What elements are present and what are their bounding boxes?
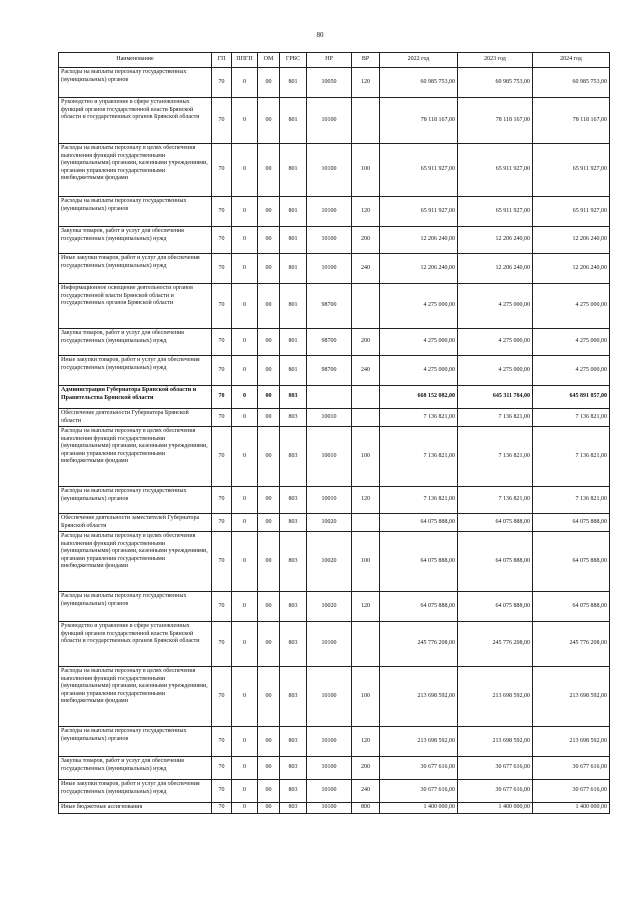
cell-name: Расходы на выплаты персоналу государственных (муниципальных) органов	[59, 68, 212, 98]
cell-grbs: 803	[280, 592, 307, 622]
column-header: ППГП	[232, 53, 258, 68]
cell-name: Расходы на выплаты персоналу в целях обеспечения выполнения функций государственными (муниципальными) органами, казенными учреждениями, органами управления государственными внебюджетными фондами	[59, 667, 212, 727]
cell-2024: 4 275 000,00	[533, 329, 610, 356]
cell-ppgp: 0	[232, 780, 258, 803]
cell-2024: 30 677 616,00	[533, 780, 610, 803]
cell-gp: 70	[212, 284, 232, 329]
cell-name: Расходы на выплаты персоналу государственных (муниципальных) органов	[59, 727, 212, 757]
cell-ppgp: 0	[232, 329, 258, 356]
cell-2023: 12 206 240,00	[458, 254, 533, 284]
cell-grbs: 803	[280, 427, 307, 487]
cell-2022: 7 136 821,00	[380, 409, 458, 427]
cell-name: Руководство и управление в сфере установленных функций органов государственной власти Брянской области и государственных органов Брянской области	[59, 98, 212, 144]
cell-2022: 4 275 000,00	[380, 329, 458, 356]
cell-om: 00	[258, 197, 280, 227]
cell-2023: 30 677 616,00	[458, 780, 533, 803]
cell-2022: 1 400 000,00	[380, 803, 458, 814]
table-row	[59, 592, 610, 622]
cell-nr: 10010	[307, 427, 352, 487]
cell-2022: 213 698 592,00	[380, 667, 458, 727]
cell-2022: 213 698 592,00	[380, 727, 458, 757]
cell-om: 00	[258, 329, 280, 356]
cell-ppgp: 0	[232, 803, 258, 814]
cell-name: Иные закупки товаров, работ и услуг для обеспечения государственных (муниципальных) нужд	[59, 254, 212, 284]
table-row	[59, 427, 610, 487]
cell-vr: 240	[352, 780, 380, 803]
cell-gp: 70	[212, 667, 232, 727]
cell-om: 00	[258, 68, 280, 98]
cell-2024: 12 206 240,00	[533, 227, 610, 254]
cell-2023: 64 075 888,00	[458, 592, 533, 622]
cell-nr	[307, 386, 352, 409]
cell-nr: 10100	[307, 622, 352, 667]
cell-2023: 78 118 167,00	[458, 98, 533, 144]
cell-gp: 70	[212, 622, 232, 667]
table-row	[59, 98, 610, 144]
cell-2022: 65 911 927,00	[380, 197, 458, 227]
cell-gp: 70	[212, 68, 232, 98]
table-row	[59, 68, 610, 98]
cell-om: 00	[258, 409, 280, 427]
cell-gp: 70	[212, 98, 232, 144]
cell-name: Закупка товаров, работ и услуг для обеспечения государственных (муниципальных) нужд	[59, 227, 212, 254]
column-header: ОМ	[258, 53, 280, 68]
cell-grbs: 803	[280, 514, 307, 532]
cell-2024: 65 911 927,00	[533, 197, 610, 227]
cell-2024: 4 275 000,00	[533, 356, 610, 386]
cell-vr	[352, 514, 380, 532]
column-header: ВР	[352, 53, 380, 68]
cell-ppgp: 0	[232, 227, 258, 254]
cell-grbs: 803	[280, 622, 307, 667]
cell-vr: 100	[352, 532, 380, 592]
cell-2022: 64 075 888,00	[380, 592, 458, 622]
cell-2024: 64 075 888,00	[533, 592, 610, 622]
cell-2022: 30 677 616,00	[380, 757, 458, 780]
cell-name: Иные закупки товаров, работ и услуг для обеспечения государственных (муниципальных) нужд	[59, 780, 212, 803]
cell-vr	[352, 622, 380, 667]
cell-2023: 30 677 616,00	[458, 757, 533, 780]
cell-2022: 12 206 240,00	[380, 227, 458, 254]
cell-vr: 240	[352, 254, 380, 284]
cell-vr: 800	[352, 803, 380, 814]
cell-ppgp: 0	[232, 254, 258, 284]
cell-ppgp: 0	[232, 68, 258, 98]
cell-ppgp: 0	[232, 487, 258, 514]
cell-nr: 10100	[307, 98, 352, 144]
cell-ppgp: 0	[232, 356, 258, 386]
cell-2024: 30 677 616,00	[533, 757, 610, 780]
cell-2023: 1 400 000,00	[458, 803, 533, 814]
cell-2024: 245 776 208,00	[533, 622, 610, 667]
table-row	[59, 329, 610, 356]
table-row	[59, 803, 610, 814]
cell-nr: 10100	[307, 667, 352, 727]
column-header: 2023 год	[458, 53, 533, 68]
cell-gp: 70	[212, 386, 232, 409]
cell-gp: 70	[212, 427, 232, 487]
cell-gp: 70	[212, 514, 232, 532]
cell-2023: 60 985 753,00	[458, 68, 533, 98]
cell-nr: 10020	[307, 532, 352, 592]
cell-2024: 60 985 753,00	[533, 68, 610, 98]
cell-om: 00	[258, 227, 280, 254]
cell-gp: 70	[212, 356, 232, 386]
cell-2024: 7 136 821,00	[533, 409, 610, 427]
cell-vr: 100	[352, 667, 380, 727]
column-header: 2022 год	[380, 53, 458, 68]
table-row	[59, 356, 610, 386]
cell-2023: 64 075 888,00	[458, 532, 533, 592]
cell-2023: 7 136 821,00	[458, 409, 533, 427]
cell-nr: 98700	[307, 356, 352, 386]
cell-gp: 70	[212, 780, 232, 803]
cell-2024: 65 911 927,00	[533, 144, 610, 197]
cell-gp: 70	[212, 803, 232, 814]
cell-2022: 64 075 888,00	[380, 532, 458, 592]
cell-ppgp: 0	[232, 757, 258, 780]
cell-grbs: 801	[280, 68, 307, 98]
cell-vr	[352, 409, 380, 427]
cell-om: 00	[258, 592, 280, 622]
cell-ppgp: 0	[232, 386, 258, 409]
cell-2024: 213 698 592,00	[533, 727, 610, 757]
cell-gp: 70	[212, 592, 232, 622]
cell-om: 00	[258, 757, 280, 780]
cell-vr: 120	[352, 197, 380, 227]
cell-nr: 10100	[307, 197, 352, 227]
cell-grbs: 801	[280, 284, 307, 329]
cell-nr: 10020	[307, 514, 352, 532]
cell-grbs: 803	[280, 803, 307, 814]
cell-vr: 200	[352, 329, 380, 356]
cell-grbs: 801	[280, 254, 307, 284]
cell-2023: 4 275 000,00	[458, 329, 533, 356]
cell-2023: 7 136 821,00	[458, 487, 533, 514]
cell-2022: 4 275 000,00	[380, 284, 458, 329]
table-row	[59, 227, 610, 254]
cell-2024: 78 118 167,00	[533, 98, 610, 144]
cell-name: Информационное освещение деятельности органов государственной власти Брянской области и государственных органов Брянской области	[59, 284, 212, 329]
cell-vr: 100	[352, 144, 380, 197]
cell-2023: 4 275 000,00	[458, 284, 533, 329]
table-row	[59, 409, 610, 427]
cell-2022: 12 206 240,00	[380, 254, 458, 284]
cell-vr	[352, 284, 380, 329]
cell-om: 00	[258, 803, 280, 814]
cell-2023: 4 275 000,00	[458, 356, 533, 386]
cell-gp: 70	[212, 409, 232, 427]
cell-2023: 245 776 208,00	[458, 622, 533, 667]
table-row	[59, 144, 610, 197]
cell-vr: 100	[352, 427, 380, 487]
cell-gp: 70	[212, 197, 232, 227]
cell-2024: 12 206 240,00	[533, 254, 610, 284]
cell-ppgp: 0	[232, 514, 258, 532]
cell-2023: 64 075 888,00	[458, 514, 533, 532]
cell-ppgp: 0	[232, 98, 258, 144]
cell-grbs: 803	[280, 409, 307, 427]
cell-name: Расходы на выплаты персоналу в целях обеспечения выполнения функций государственными (муниципальными) органами, казенными учреждениями, органами управления государственными внебюджетными фондами	[59, 427, 212, 487]
cell-grbs: 803	[280, 780, 307, 803]
cell-om: 00	[258, 622, 280, 667]
cell-2022: 30 677 616,00	[380, 780, 458, 803]
table-row	[59, 197, 610, 227]
cell-gp: 70	[212, 144, 232, 197]
cell-name: Расходы на выплаты персоналу государственных (муниципальных) органов	[59, 487, 212, 514]
cell-om: 00	[258, 487, 280, 514]
cell-2022: 4 275 000,00	[380, 356, 458, 386]
cell-ppgp: 0	[232, 727, 258, 757]
cell-gp: 70	[212, 227, 232, 254]
cell-nr: 10100	[307, 780, 352, 803]
cell-nr: 10100	[307, 227, 352, 254]
cell-grbs: 801	[280, 197, 307, 227]
cell-ppgp: 0	[232, 667, 258, 727]
cell-2024: 213 698 592,00	[533, 667, 610, 727]
table-row	[59, 727, 610, 757]
cell-2024: 1 400 000,00	[533, 803, 610, 814]
cell-2022: 245 776 208,00	[380, 622, 458, 667]
cell-2023: 12 206 240,00	[458, 227, 533, 254]
cell-nr: 10100	[307, 803, 352, 814]
cell-om: 00	[258, 727, 280, 757]
cell-2022: 64 075 888,00	[380, 514, 458, 532]
cell-grbs: 801	[280, 144, 307, 197]
cell-name: Иные закупки товаров, работ и услуг для обеспечения государственных (муниципальных) нужд	[59, 356, 212, 386]
cell-grbs: 801	[280, 356, 307, 386]
cell-ppgp: 0	[232, 284, 258, 329]
cell-ppgp: 0	[232, 197, 258, 227]
cell-nr: 10010	[307, 487, 352, 514]
cell-ppgp: 0	[232, 144, 258, 197]
cell-grbs: 803	[280, 667, 307, 727]
cell-om: 00	[258, 667, 280, 727]
cell-2024: 7 136 821,00	[533, 427, 610, 487]
cell-name: Обеспечение деятельности заместителей Губернатора Брянской области	[59, 514, 212, 532]
cell-name: Иные бюджетные ассигнования	[59, 803, 212, 814]
cell-nr: 10100	[307, 254, 352, 284]
cell-grbs: 801	[280, 329, 307, 356]
table-row	[59, 622, 610, 667]
cell-vr	[352, 386, 380, 409]
cell-2023: 65 911 927,00	[458, 144, 533, 197]
cell-nr: 10050	[307, 68, 352, 98]
table-row	[59, 284, 610, 329]
table-row	[59, 757, 610, 780]
cell-2024: 64 075 888,00	[533, 532, 610, 592]
cell-2022: 78 118 167,00	[380, 98, 458, 144]
cell-grbs: 803	[280, 487, 307, 514]
cell-om: 00	[258, 254, 280, 284]
column-header: 2024 год	[533, 53, 610, 68]
cell-2023: 213 698 592,00	[458, 667, 533, 727]
cell-name: Закупка товаров, работ и услуг для обеспечения государственных (муниципальных) нужд	[59, 757, 212, 780]
cell-vr: 200	[352, 757, 380, 780]
table-body	[59, 68, 610, 814]
cell-om: 00	[258, 98, 280, 144]
table-header-row	[59, 53, 610, 68]
cell-ppgp: 0	[232, 592, 258, 622]
cell-ppgp: 0	[232, 409, 258, 427]
table-row	[59, 254, 610, 284]
table-row	[59, 780, 610, 803]
cell-grbs: 801	[280, 98, 307, 144]
cell-gp: 70	[212, 329, 232, 356]
cell-om: 00	[258, 386, 280, 409]
cell-gp: 70	[212, 487, 232, 514]
cell-nr: 98700	[307, 284, 352, 329]
cell-2024: 64 075 888,00	[533, 514, 610, 532]
cell-om: 00	[258, 532, 280, 592]
cell-name: Расходы на выплаты персоналу государственных (муниципальных) органов	[59, 592, 212, 622]
cell-name: Расходы на выплаты персоналу в целях обеспечения выполнения функций государственными (муниципальными) органами, казенными учреждениями, органами управления государственными внебюджетными фондами	[59, 144, 212, 197]
cell-gp: 70	[212, 757, 232, 780]
cell-name: Администрация Губернатора Брянской области и Правительства Брянской области	[59, 386, 212, 409]
table-row	[59, 514, 610, 532]
cell-vr: 200	[352, 227, 380, 254]
cell-om: 00	[258, 144, 280, 197]
cell-gp: 70	[212, 254, 232, 284]
column-header: ГП	[212, 53, 232, 68]
cell-vr: 240	[352, 356, 380, 386]
cell-2022: 7 136 821,00	[380, 427, 458, 487]
cell-ppgp: 0	[232, 532, 258, 592]
cell-2023: 213 698 592,00	[458, 727, 533, 757]
budget-table	[58, 52, 610, 814]
cell-om: 00	[258, 514, 280, 532]
table-row	[59, 386, 610, 409]
cell-om: 00	[258, 356, 280, 386]
cell-2023: 7 136 821,00	[458, 427, 533, 487]
cell-grbs: 803	[280, 757, 307, 780]
cell-name: Обеспечение деятельности Губернатора Брянской области	[59, 409, 212, 427]
cell-nr: 10100	[307, 757, 352, 780]
cell-2022: 668 152 082,00	[380, 386, 458, 409]
cell-vr: 120	[352, 727, 380, 757]
cell-ppgp: 0	[232, 622, 258, 667]
cell-gp: 70	[212, 727, 232, 757]
cell-vr: 120	[352, 68, 380, 98]
cell-vr	[352, 98, 380, 144]
cell-grbs: 803	[280, 727, 307, 757]
cell-nr: 10100	[307, 727, 352, 757]
cell-2024: 4 275 000,00	[533, 284, 610, 329]
cell-gp: 70	[212, 532, 232, 592]
column-header: ГРБС	[280, 53, 307, 68]
cell-grbs: 801	[280, 227, 307, 254]
cell-2022: 65 911 927,00	[380, 144, 458, 197]
cell-grbs: 803	[280, 386, 307, 409]
column-header: Наименование	[59, 53, 212, 68]
cell-2023: 65 911 927,00	[458, 197, 533, 227]
table-row	[59, 532, 610, 592]
cell-2022: 7 136 821,00	[380, 487, 458, 514]
cell-nr: 10020	[307, 592, 352, 622]
cell-nr: 10100	[307, 144, 352, 197]
table-row	[59, 487, 610, 514]
cell-name: Расходы на выплаты персоналу в целях обеспечения выполнения функций государственными (муниципальными) органами, казенными учреждениями, органами управления государственными внебюджетными фондами	[59, 532, 212, 592]
page-number: 80	[316, 31, 324, 39]
cell-2022: 60 985 753,00	[380, 68, 458, 98]
cell-om: 00	[258, 284, 280, 329]
cell-name: Расходы на выплаты персоналу государственных (муниципальных) органов	[59, 197, 212, 227]
table-row	[59, 667, 610, 727]
cell-2023: 645 311 784,00	[458, 386, 533, 409]
cell-name: Руководство и управление в сфере установленных функций органов государственной власти Брянской области и государственных органов Брянской области	[59, 622, 212, 667]
cell-2024: 645 891 857,00	[533, 386, 610, 409]
cell-nr: 98700	[307, 329, 352, 356]
cell-om: 00	[258, 780, 280, 803]
cell-ppgp: 0	[232, 427, 258, 487]
cell-2024: 7 136 821,00	[533, 487, 610, 514]
cell-grbs: 803	[280, 532, 307, 592]
cell-name: Закупка товаров, работ и услуг для обеспечения государственных (муниципальных) нужд	[59, 329, 212, 356]
cell-vr: 120	[352, 487, 380, 514]
cell-nr: 10010	[307, 409, 352, 427]
cell-om: 00	[258, 427, 280, 487]
column-header: НР	[307, 53, 352, 68]
cell-vr: 120	[352, 592, 380, 622]
